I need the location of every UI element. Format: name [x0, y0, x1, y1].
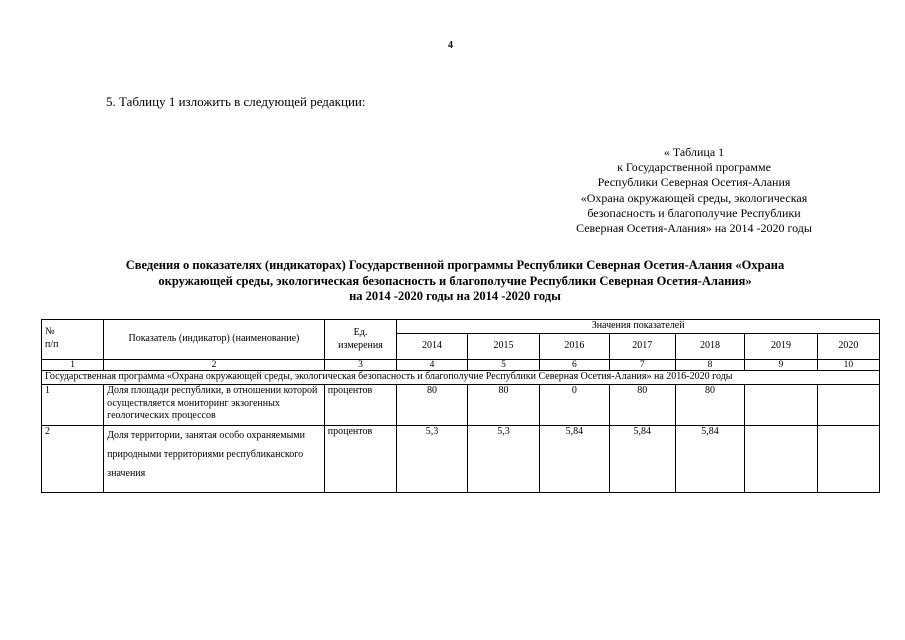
header-year: 2016 — [540, 334, 609, 360]
column-number: 1 — [42, 360, 104, 371]
column-number: 2 — [104, 360, 325, 371]
row-no: 2 — [42, 426, 104, 493]
header-year: 2020 — [817, 334, 879, 360]
header-year: 2014 — [397, 334, 467, 360]
header-values: Значения показателей — [397, 320, 880, 334]
column-number: 7 — [609, 360, 675, 371]
attachment-line: Северная Осетия-Алания» на 2014 -2020 годы — [576, 221, 812, 236]
row-value: 0 — [540, 385, 609, 426]
column-number: 9 — [745, 360, 818, 371]
header-no: № п/п — [42, 320, 104, 360]
row-value: 5,84 — [540, 426, 609, 493]
row-unit: процентов — [324, 426, 397, 493]
item-text: 5. Таблицу 1 изложить в следующей редакции: — [106, 94, 366, 109]
header-year: 2019 — [745, 334, 818, 360]
header-year: 2018 — [675, 334, 744, 360]
column-number: 10 — [817, 360, 879, 371]
header-indicator: Показатель (индикатор) (наименование) — [104, 320, 325, 360]
attachment-line: «Охрана окружающей среды, экологическая — [580, 190, 808, 205]
title-line: Сведения о показателях (индикаторах) Государственной программы Республики Северная Осетия-Алания «Охрана — [125, 258, 785, 272]
header-year: 2015 — [467, 334, 540, 360]
column-number: 3 — [324, 360, 397, 371]
column-number: 8 — [675, 360, 744, 371]
row-value: 5,3 — [397, 426, 467, 493]
title-line: окружающей среды, экологическая безопасность и благополучие Республики Северная Осетия-Алания» — [158, 273, 752, 288]
attachment-line: Республики Северная Осетия-Алания — [597, 175, 791, 190]
table-title — [75, 258, 835, 305]
row-value: 80 — [609, 385, 675, 426]
table-row — [42, 426, 880, 493]
header-unit: Ед. измерения — [324, 320, 397, 360]
row-no: 1 — [42, 385, 104, 426]
row-value — [745, 426, 818, 493]
title-line: на 2014 -2020 годы на 2014 -2020 годы — [349, 289, 561, 303]
attachment-line: к Государственной программе — [617, 160, 771, 175]
row-value — [745, 385, 818, 426]
table-row — [42, 385, 880, 426]
header-year: 2017 — [609, 334, 675, 360]
row-value: 5,84 — [609, 426, 675, 493]
program-row: Государственная программа «Охрана окружающей среды, экологическая безопасность и благополучие Республики Северная Осетия-Алания» на 2016-2020 годы — [42, 371, 880, 385]
indicators-table — [41, 319, 880, 493]
row-value — [817, 385, 879, 426]
row-value: 80 — [675, 385, 744, 426]
row-unit: процентов — [324, 385, 397, 426]
row-value: 5,84 — [675, 426, 744, 493]
row-indicator: Доля территории, занятая особо охраняемыми природными территориями республиканского значения — [104, 426, 325, 493]
column-number: 5 — [467, 360, 540, 371]
row-value — [817, 426, 879, 493]
attachment-block — [545, 145, 843, 236]
page-number: 4 — [448, 40, 453, 51]
attachment-line: безопасность и благополучие Республики — [587, 205, 801, 220]
attachment-line: « Таблица 1 — [663, 145, 725, 159]
row-value: 80 — [467, 385, 540, 426]
row-indicator: Доля площади республики, в отношении которой осуществляется мониторинг экзогенных геологических процессов — [104, 385, 325, 426]
row-value: 5,3 — [467, 426, 540, 493]
row-value: 80 — [397, 385, 467, 426]
column-number: 4 — [397, 360, 467, 371]
column-number: 6 — [540, 360, 609, 371]
